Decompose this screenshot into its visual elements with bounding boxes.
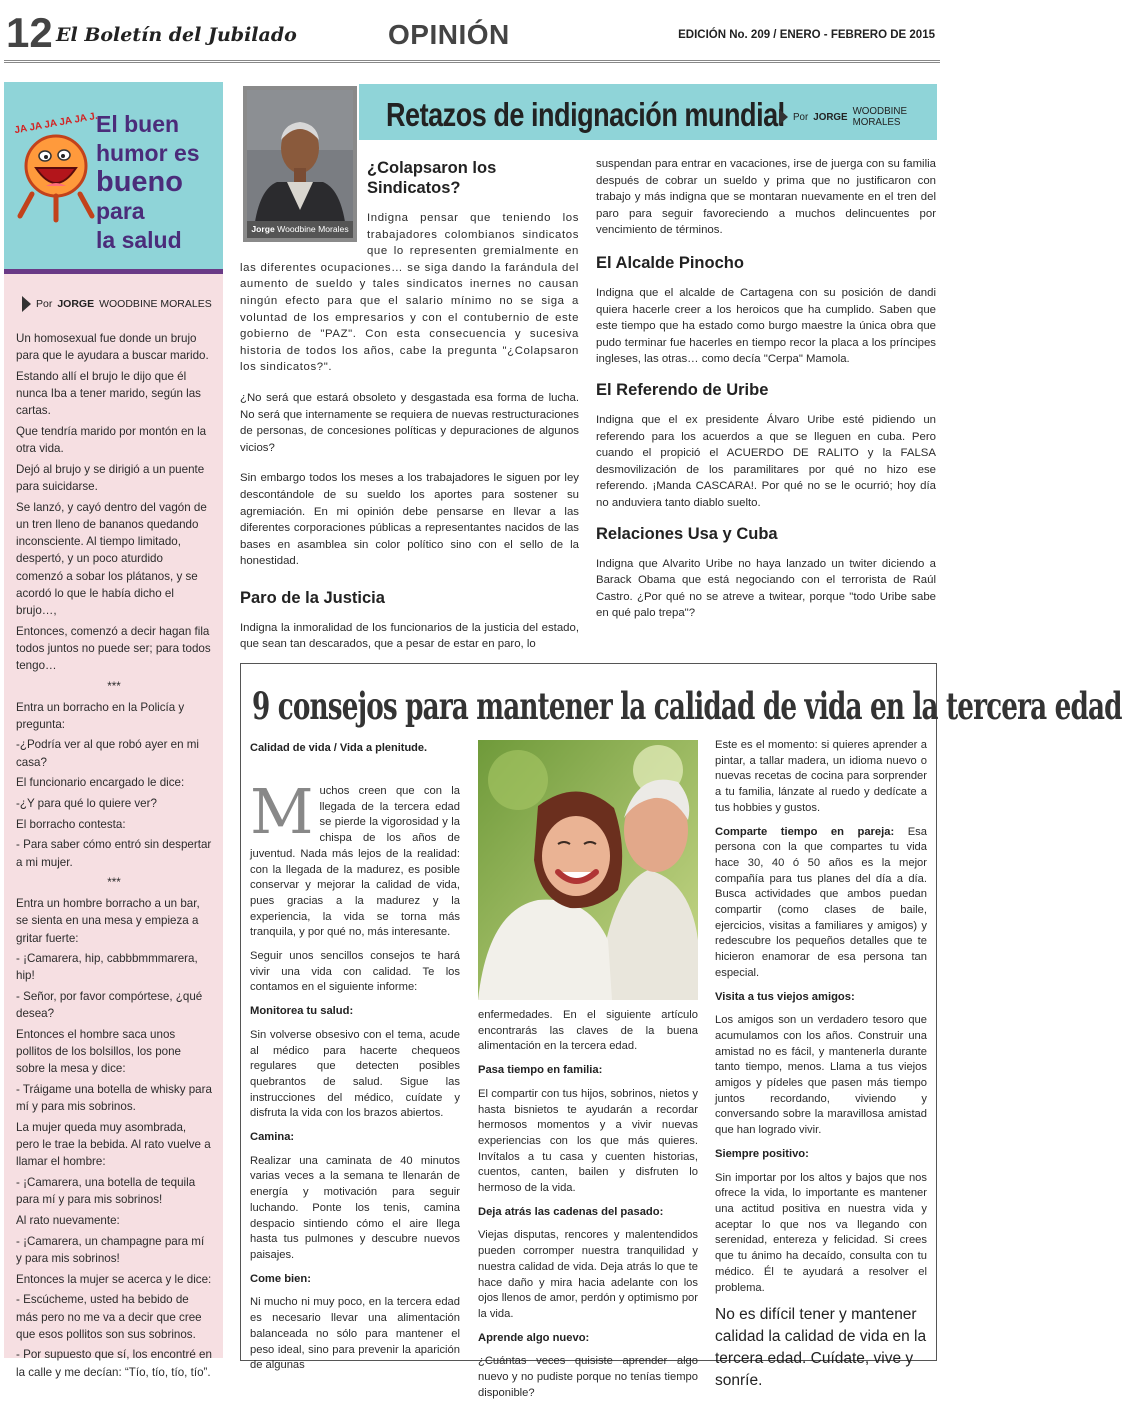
paragraph: Indigna que el alcalde de Cartagena con su posición de dandi quiera hacerle creer a los heroicos que ha cumplido. Saben que este tiempo que ha estado como burgo maestre la única obra que pudo terminar fue hacerles en tiempo recor la placa a los príncipes ingleses, las otras… como decía "Cerpa" Mamola. <box>596 286 936 366</box>
laugh-text: JA JA JA JA JA J. <box>13 110 99 137</box>
feature-column-2 <box>478 1008 698 1409</box>
joke-paragraph: Dejó al brujo y se dirigió a un puente para suicidarse. <box>16 462 205 494</box>
paragraph: Sin importar por los altos y bajos que nos ofrece la vida, lo importante es mantener una actitud positiva en nuestra vida y aceptar lo que nos va llegando con serenidad, entereza y felicidad. Si crees que tu ánimo ha decaído, consulta con tu médico. Él te ayudará a resolver el problema. <box>715 1171 927 1294</box>
heading-come: Come bien: <box>250 1272 311 1285</box>
joke-paragraph: Entra un borracho en la Policía y pregunta: <box>16 700 185 731</box>
joke-paragraph: -¿Y para qué lo quiere ver? <box>16 797 157 811</box>
byline-name: JORGE <box>57 298 95 310</box>
paragraph: ¿No será que estará obsoleto y desgastada esa forma de lucha. No será que internamente se requiera de nuevas restructuraciones de personas, de concesiones políticas y depuraciones de algunos vicios? <box>240 391 579 454</box>
photo-float-spacer <box>240 156 367 248</box>
banner-line-5: la salud <box>96 227 182 253</box>
joke-paragraph: Un homosexual fue donde un brujo para que le ayudara a buscar marido. <box>16 332 209 363</box>
paragraph: enfermedades. En el siguiente artículo encontrarás las claves de la buena alimentación en la tercera edad. <box>478 1009 698 1053</box>
joke-paragraph: - Escúcheme, usted ha bebido de más pero no me va a decir que cree que esos pollitos son sus sobrinos. <box>16 1293 202 1341</box>
paragraph: Ni mucho ni muy poco, en la tercera edad es necesario llevar una alimentación balanceada no sólo para mantener el peso ideal, sino para prevenir la aparición de algunas <box>250 1296 460 1372</box>
article-column-2 <box>596 156 936 629</box>
paragraph: Seguir unos sencillos consejos te hará vivir una vida con calidad. Te los contamos en el siguiente informe: <box>250 950 460 994</box>
triangle-icon <box>22 296 31 312</box>
smiling-couple-icon <box>478 740 698 1000</box>
joke-paragraph: - Por supuesto que sí, los encontré en la calle y me decían: “Tío, tío, tío, tío”. <box>16 1348 212 1379</box>
joke-paragraph: La mujer queda muy asombrada, pero le trae la bebida. Al rato vuelve a llamar el hombre: <box>16 1121 211 1169</box>
paragraph: Indigna la inmoralidad de los funcionarios de la justicia del estado, que sean tan descarados, que a pesar de estar en paro, lo <box>240 621 579 651</box>
edition-info: EDICIÓN No. 209 / ENERO - FEBRERO DE 2015 <box>678 29 935 41</box>
joke-paragraph: Entra un hombre borracho a un bar, se sienta en una mesa y empieza a gritar fuerte: <box>16 897 200 945</box>
page-number: 12 <box>6 9 53 56</box>
heading-justicia: Paro de la Justicia <box>240 588 385 607</box>
feature-subtitle: Calidad de vida / Vida a plenitude. <box>250 742 428 754</box>
joke-paragraph: - ¡Camarera, una botella de tequila para mí y para mis sobrinos! <box>16 1176 196 1207</box>
feature-column-3 <box>715 738 927 1400</box>
feature-title: 9 consejos para mantener la calidad de vida en la tercera edad <box>252 684 1122 728</box>
paper-name: El Boletín del Jubilado <box>56 24 297 46</box>
section-title: OPINIÓN <box>388 19 510 50</box>
paragraph-inline: Esa persona con la que compartes tu vida hace 30, 40 ó 50 años es la mejor compañía para tus planes del día a día. Busca actividades que ambos puedan compartir (como clases de baile, ejercicios, visitas a familiares y amigos) y redescubre los pequeños detalles que te hicieron enamorar de esa persona tan especial. <box>715 825 927 979</box>
joke-paragraph: - ¡Camarera, hip, cabbbmmmarera, hip! <box>16 952 198 983</box>
triangle-icon <box>779 109 788 125</box>
heading-positivo: Siempre positivo: <box>715 1147 809 1160</box>
banner-line-4: para <box>96 198 145 224</box>
drop-cap: M <box>250 775 314 848</box>
caption-first: Jorge <box>251 224 275 234</box>
heading-monitorea: Monitorea tu salud: <box>250 1005 354 1018</box>
separator: *** <box>107 876 121 890</box>
heading-cuba: Relaciones Usa y Cuba <box>596 524 778 543</box>
heading-sindicatos: ¿Colapsaron los Sindicatos? <box>367 159 497 197</box>
paragraph: Realizar una caminata de 40 minutos varias veces a la semana te llenarán de energía y motivación para seguir luchando. Ponte los tenis, camina despacio sintiendo cómo el aire llega hasta tus pulmones y descubre nuevos paisajes. <box>250 1154 460 1261</box>
paragraph: Indigna pensar que teniendo los trabajadores colombianos sindicatos que lo representen gremialmente en las diferentes ocupaciones… se siga dando la farándula del aumento de sueldo y tales sindicatos inernes no causan ningún efecto para que el salario mínimo no se siga a voluntad de los empresarios y con el contubernio de este gobierno de "PAZ". Con esta consecuencia y sucesiva historia de todos los años, cabe la pregunta "¿Colapsaron los sindicatos?". <box>240 212 579 374</box>
paragraph: Viejas disputas, rencores y malentendidos pueden corromper nuestra tranquilidad y nuestra calidad de vida. Deja atrás lo que te hace daño y mira hacia adelante con los ojos llenos de amor, perdón y optimismo por la vida. <box>478 1229 698 1320</box>
heading-amigos: Visita a tus viejos amigos: <box>715 990 855 1003</box>
joke-paragraph: - Señor, por favor compórtese, ¿qué desea? <box>16 990 203 1021</box>
joke-paragraph: Estando allí el brujo le dijo que él nunca Iba a tener marido, según las cartas. <box>16 369 201 418</box>
joke-paragraph: - Tráigame una botella de whisky para mí y para mis sobrinos. <box>16 1083 212 1114</box>
joke-paragraph: Al rato nuevamente: <box>16 1214 120 1228</box>
humor-banner-title <box>96 110 220 255</box>
joke-paragraph: - ¡Camarera, un champagne para mí y para mis sobrinos! <box>16 1234 205 1265</box>
article-column-1 <box>240 156 579 660</box>
banner-line-2: humor es <box>96 140 200 166</box>
joke-paragraph: El funcionario encargado le dice: <box>16 776 185 790</box>
heading-familia: Pasa tiempo en familia: <box>478 1064 603 1077</box>
paragraph: suspendan para entrar en vacaciones, irse de juerga con su familia después de cobrar un sueldo y prima que no justificaron con trabajo y más indigna que se montaran nuevamente en el tren del paro para seguir favoreciendo a muchos delincuentes por vencimiento de términos. <box>596 158 936 237</box>
separator: *** <box>107 679 121 693</box>
paragraph: Sin volverse obsesivo con el tema, acude al médico para hacerte chequeos regulares que detecten posibles quebrantos de salud. Sigue las instrucciones del médico, cuídate y disfruta la vida con los brazos abiertos. <box>250 1028 460 1120</box>
joke-paragraph: Entonces, comenzó a decir hagan fila todos juntos no puede ser; para todos tengo… <box>16 624 211 673</box>
closing-paragraph: No es difícil tener y mantener calidad la calidad de vida en la tercera edad. Cuídate, vive y sonríe. <box>715 1306 927 1390</box>
paragraph: ¿Cuántas veces quisiste aprender algo nuevo y no pudiste porque no tenías tiempo disponible? <box>478 1355 698 1399</box>
caption-rest: Woodbine Morales <box>277 224 349 234</box>
paragraph: El compartir con tus hijos, sobrinos, nietos y hasta bisnietos te ayudarán a recordar hermosos momentos y a vivir nuevas experiencias con los que más quieres. Invítalos a tu casa y cuenten historias, cuentos, canten, bailen y disfruten lo hermoso de la vida. <box>478 1087 698 1195</box>
byline-por: Por <box>793 111 809 123</box>
header-rule <box>4 60 940 63</box>
joke-paragraph: El borracho contesta: <box>16 817 126 831</box>
joke-paragraph: Se lanzó, y cayó dentro del vagón de un tren lleno de bananos quedando inconsciente. Al tiempo limitado, despertó, y un poco aturdido comenzó a sobar los plátanos, y se acordó lo que le había dicho el brujo…, <box>16 500 207 618</box>
heading-cadenas: Deja atrás las cadenas del pasado: <box>478 1205 664 1218</box>
humor-byline <box>22 296 212 312</box>
couple-photo <box>478 740 698 1000</box>
heading-camina: Camina: <box>250 1131 295 1144</box>
banner-line-1: El buen <box>96 111 180 137</box>
joke-paragraph: Que tendría marido por montón en la otra vida. <box>16 425 207 456</box>
article-title: Retazos de indignación mundial <box>386 96 785 133</box>
paragraph: uchos creen que con la llegada de la tercera edad se pierde la vigorosidad y la chispa de los años de juventud. Nada más lejos de la realidad: con la llegada de la madurez, es posible conservar y mejorar la calidad de vida, pues gracias a la madurez y la experiencia, la vida se torna más tranquila, y por qué no, más interesante. <box>250 785 460 939</box>
joke-paragraph: - Para saber cómo entró sin despertar a mi mujer. <box>16 838 212 869</box>
joke-paragraph: Entonces el hombre saca unos pollitos de los bolsillos, los pone sobre la mesa y dice: <box>16 1028 181 1076</box>
paragraph: Este es el momento: si quieres aprender a pintar, a tallar madera, un idioma nuevo o nuevas recetas de cocina para sorprender a tu familia, lánzate al ruedo y dedícate a tus hobbies y gustos. <box>715 739 927 814</box>
feature-column-1 <box>250 775 460 1382</box>
heading-aprende: Aprende algo nuevo: <box>478 1331 590 1344</box>
heading-uribe: El Referendo de Uribe <box>596 380 769 399</box>
humor-text <box>16 330 212 1384</box>
byline-por: Por <box>36 298 53 310</box>
laughing-face-icon <box>12 128 100 228</box>
byline-name: JORGE <box>813 111 848 123</box>
heading-pareja: Comparte tiempo en pareja: <box>715 825 895 838</box>
byline-rest: WOODBINE MORALES <box>99 298 212 310</box>
joke-paragraph: Entonces la mujer se acerca y le dice: <box>16 1272 212 1286</box>
banner-line-3: bueno <box>96 166 183 198</box>
paragraph: Los amigos son un verdadero tesoro que acumulamos con los años. Construir una amistad no es fácil, y mantenerla durante tanto tiempo, menos. Llama a tus viejos amigos y pídeles que pasen más tiempo juntos recordando, viviendo y conversando sobre la maravillosa amistad que han logrado vivir. <box>715 1014 927 1137</box>
heading-pinocho: El Alcalde Pinocho <box>596 253 744 272</box>
byline-rest: WOODBINE MORALES <box>852 106 907 128</box>
paragraph: Sin embargo todos los meses a los trabajadores le siguen por ley descontándole de su sueldo los aportes para sostener su agremiación. En mi opinión debe pensarse en llevar a las diferentes corporaciones públicas a representantes nacidos de las bases en asamblea sin color político sino con el sello de la honestidad. <box>240 472 579 568</box>
joke-paragraph: -¿Podría ver al que robó ayer en mi casa? <box>16 738 200 769</box>
paragraph: Indigna que Alvarito Uribe no haya lanzado un twiter diciendo a Barack Obama que está negociando con el terrorista de Raúl Castro. ¿Por qué no se atreve a twitear, porque "todo Uribe sabe en qué palo trepa"? <box>596 557 936 620</box>
article-byline <box>779 106 945 128</box>
paragraph: Indigna que el ex presidente Álvaro Uribe esté pidiendo un referendo para los acuerdos a que se lleguen en cuba. Pero cuando el propició el ACUERDO DE RALITO y la FALSA desmovilización de los paramilitares por qué no hizo ese referendo. ¡Manda CASCARA!. Por qué no se le ocurrió; hoy día no anduviera tanto diablo suelto. <box>596 413 936 509</box>
